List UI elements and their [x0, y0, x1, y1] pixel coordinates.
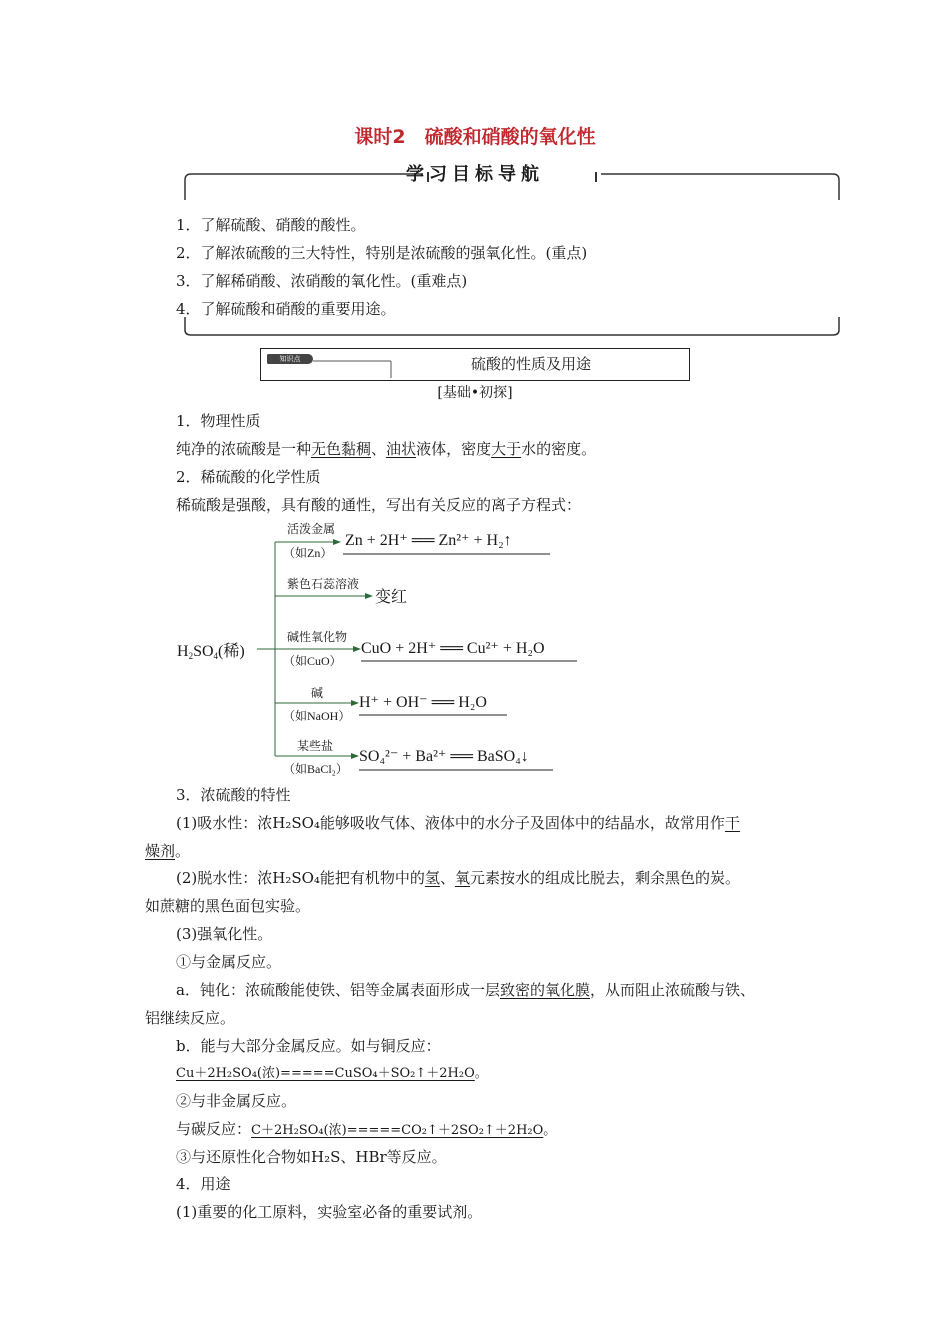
paragraph: ②与非金属反应。 [176, 1092, 297, 1110]
paragraph: a．钝化：浓硫酸能使铁、铝等金属表面形成一层致密的氧化膜，从而阻止浓硫酸与铁、 [176, 981, 755, 999]
goal-item: 1．了解硫酸、硝酸的酸性。 [176, 216, 366, 234]
branch-condition: 碱性氧化物 [287, 630, 348, 644]
branch-condition: 紫色石蕊溶液 [287, 577, 360, 591]
paragraph: ①与金属反应。 [176, 953, 282, 971]
branch-condition: 活泼金属 [287, 522, 336, 536]
paragraph: 如蔗糖的黑色面包实验。 [145, 897, 311, 915]
branch-condition: （如BaCl₂） [283, 762, 348, 776]
equation: Cu＋2H₂SO₄(浓)=====CuSO₄＋SO₂↑＋2H₂O。 [176, 1066, 488, 1081]
equation: 与碳反应：C＋2H₂SO₄(浓)=====CO₂↑＋2SO₂↑＋2H₂O。 [176, 1120, 557, 1138]
paragraph: 纯净的浓硫酸是一种无色黏稠、油状液体，密度大于水的密度。 [176, 440, 597, 458]
knowledge-point-box [260, 348, 690, 381]
paragraph: (1)吸水性：浓H₂SO₄能够吸收气体、液体中的水分子及固体中的结晶水，故常用作干 [176, 814, 740, 832]
goal-item: 4．了解硫酸和硝酸的重要用途。 [176, 300, 396, 318]
paragraph: (3)强氧化性。 [176, 925, 273, 943]
goals-heading: 学习目标导航 [406, 164, 544, 185]
paragraph: (1)重要的化工原料，实验室必备的重要试剂。 [176, 1203, 483, 1221]
branch-condition: （如CuO） [283, 654, 342, 668]
paragraph: 稀硫酸是强酸，具有酸的通性，写出有关反应的离子方程式： [176, 496, 582, 514]
branch-condition: 某些盐 [297, 739, 334, 753]
branch-result: CuO + 2H⁺ ══ Cu²⁺ + H₂O [361, 640, 545, 657]
paragraph: ③与还原性化合物如H₂S、HBr等反应。 [176, 1148, 447, 1166]
diagram-root: $H_2SO_4$(稀) [177, 643, 245, 661]
goal-item: 3．了解稀硝酸、浓硝酸的氧化性。(重难点) [176, 272, 468, 290]
paragraph: 铝继续反应。 [145, 1009, 236, 1027]
knowledge-point-subtitle: [基础•初探] [437, 385, 513, 401]
branch-result: SO₄²⁻ + Ba²⁺ ══ BaSO₄↓ [359, 748, 529, 765]
knowledge-point-title: 硫酸的性质及用途 [471, 355, 592, 373]
branch-condition: （如Zn） [283, 546, 333, 560]
branch-condition: （如NaOH） [283, 709, 351, 723]
section-heading: 3．浓硫酸的特性 [176, 786, 291, 804]
section-heading: 2．稀硫酸的化学性质 [176, 468, 321, 486]
branch-condition: 碱 [311, 686, 324, 700]
page-title: 课时2 硫酸和硝酸的氧化性 [354, 126, 596, 148]
branch-result: Zn + 2H⁺ ══ Zn²⁺ + H₂↑ [345, 532, 512, 549]
paragraph: 燥剂。 [145, 842, 191, 860]
reaction-diagram [175, 512, 595, 777]
goal-item: 2．了解浓硫酸的三大特性，特别是浓硫酸的强氧化性。(重点) [176, 244, 588, 262]
branch-result: H⁺ + OH⁻ ══ H₂O [359, 694, 487, 711]
paragraph: (2)脱水性：浓H₂SO₄能把有机物中的氢、氧元素按水的组成比脱去，剩余黑色的炭。 [176, 869, 740, 887]
badge-line-icon [313, 354, 393, 379]
section-heading: 4．用途 [176, 1175, 231, 1193]
section-heading: 1．物理性质 [176, 412, 261, 430]
branch-result: 变红 [375, 589, 408, 606]
knowledge-point-badge: 知识点 [267, 354, 313, 364]
paragraph: b．能与大部分金属反应。如与铜反应： [176, 1037, 441, 1055]
